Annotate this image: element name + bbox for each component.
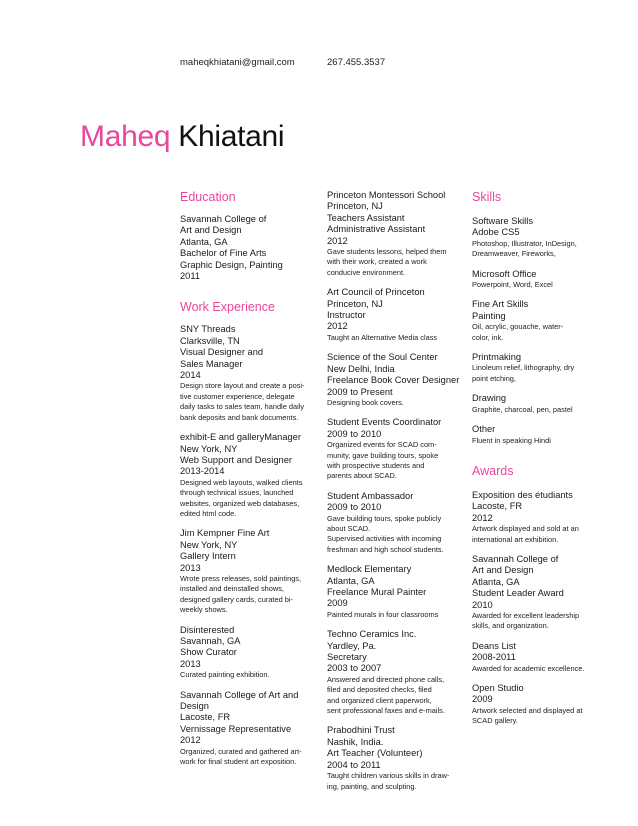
entry-line: SNY Threads — [180, 324, 236, 335]
entry-line: Adobe CS5 — [472, 227, 520, 238]
contact-phone: 267.455.3537 — [327, 57, 386, 68]
entry-description: Designing book covers. — [327, 397, 404, 407]
entry-line: Fine Art Skills — [472, 299, 529, 310]
resume-entry — [180, 432, 318, 519]
entry-line: Atlanta, GA — [180, 236, 228, 247]
entry-line: Savannah College of Art and — [180, 689, 299, 700]
entry-line: Design — [180, 701, 209, 712]
entry-line: Freelance Mural Painter — [327, 587, 427, 597]
entry-line: Atlanta, GA — [327, 575, 375, 586]
entry-description: Artwork selected and displayed at — [472, 705, 583, 715]
entry-line: Drawing — [472, 393, 507, 404]
entry-line: Student Leader Award — [472, 588, 564, 599]
entry-line: New York, NY — [180, 539, 238, 550]
entry-description: with prospective students and — [327, 460, 425, 470]
contact-email: maheqkhiatani@gmail.com — [180, 57, 295, 68]
entry-line: 2009 to Present — [327, 386, 393, 397]
entry-line: Lacoste, FR — [180, 712, 231, 723]
entry-description: Artwork displayed and sold at an — [472, 524, 579, 534]
entry-description: Fluent in speaking Hindi — [472, 435, 551, 445]
entry-line: New Delhi, India — [327, 363, 395, 374]
entry-line: Web Support and Designer — [180, 454, 292, 465]
entry-line: 2014 — [180, 370, 201, 381]
entry-line: Medlock Elementary — [327, 564, 412, 575]
entry-line: Atlanta, GA — [472, 576, 520, 587]
entry-line: Princeton, NJ — [327, 201, 383, 212]
entry-line: Show Curator — [180, 647, 237, 658]
entry-description: Painted murals in four classrooms — [327, 609, 439, 619]
entry-description: sent professional faxes and e-mails. — [327, 706, 445, 716]
entry-line: 2003 to 2007 — [327, 663, 382, 674]
first-name: Maheq — [80, 120, 171, 153]
entry-description: international art exhibition. — [472, 534, 559, 544]
entry-line: Teachers Assistant — [327, 212, 405, 223]
entry-line: Vernissage Representative — [180, 723, 292, 734]
resume-entry — [327, 287, 463, 343]
entry-description: Taught an Alternative Media class — [327, 332, 438, 342]
education-list — [180, 214, 318, 282]
entry-description: Design store layout and create a posi- — [180, 381, 305, 391]
entry-line: Techno Ceramics Inc. — [327, 629, 417, 640]
entry-line: Art Council of Princeton — [327, 287, 425, 298]
entry-description: Wrote press releases, sold paintings, — [180, 573, 302, 583]
entry-line: Sales Manager — [180, 358, 243, 369]
entry-description: Designed web layouts, walked clients — [180, 477, 303, 487]
entry-line: Student Events Coordinator — [327, 417, 442, 428]
entry-description: Powerpoint, Word, Excel — [472, 280, 553, 290]
entry-line: Princeton Montessori School — [327, 190, 446, 200]
resume-entry — [472, 490, 622, 545]
entry-line: Software Skills — [472, 216, 533, 226]
entry-line: Nashik, India. — [327, 736, 384, 747]
entry-description: Taught children various skills in draw- — [327, 771, 450, 781]
awards-list — [472, 490, 622, 727]
entry-line: Art Teacher (Volunteer) — [327, 748, 423, 759]
entry-description: ing, painting, and sculpting. — [327, 781, 417, 791]
entry-line: Savannah, GA — [180, 636, 241, 646]
resume-entry — [472, 216, 622, 260]
resume-entry — [180, 690, 318, 768]
resume-entry — [180, 324, 318, 423]
entry-description: work for final student art exposition. — [180, 757, 297, 767]
entry-description: Curated painting exhibition. — [180, 670, 270, 680]
entry-description: edited html code. — [180, 508, 237, 518]
entry-description: Graphite, charcoal, pen, pastel — [472, 404, 573, 414]
entry-description: bank deposits and bank documents. — [180, 412, 299, 422]
entry-line: Bachelor of Fine Arts — [180, 248, 267, 259]
entry-description: Photoshop, Illustrator, InDesign, — [472, 238, 577, 248]
entry-line: Clarksville, TN — [180, 335, 240, 346]
resume-entry — [472, 269, 622, 291]
entry-line: 2004 to 2011 — [327, 759, 381, 770]
resume-entry — [472, 424, 622, 446]
entry-line: Jim Kempner Fine Art — [180, 528, 270, 539]
entry-description: through technical issues, launched — [180, 488, 294, 498]
entry-description: Dreamweaver, Fireworks, — [472, 249, 556, 259]
entry-description: Awarded for excellent leadership — [472, 610, 580, 620]
education-heading: Education — [180, 190, 236, 204]
entry-line: Deans List — [472, 640, 516, 651]
resume-entry — [327, 725, 463, 791]
entry-line: 2012 — [180, 735, 201, 746]
entry-line: 2013 — [180, 562, 201, 573]
entry-line: Art and Design — [472, 565, 534, 576]
column-middle — [327, 190, 463, 801]
resume-entry — [472, 683, 622, 727]
entry-line: 2012 — [472, 512, 493, 523]
entry-line: Princeton, NJ — [327, 298, 383, 309]
entry-description: filed and deposited checks, filed — [327, 685, 432, 695]
entry-description: daily tasks to sales team, handle daily — [180, 402, 305, 412]
resume-entry — [472, 352, 622, 384]
entry-line: Savannah College of — [472, 553, 559, 564]
entry-line: 2011 — [180, 271, 200, 282]
entry-line: Art and Design — [180, 225, 242, 236]
entry-line: Administrative Assistant — [327, 224, 426, 235]
resume-entry — [327, 491, 463, 555]
entry-line: 2013 — [180, 658, 201, 669]
resume-entry — [327, 417, 463, 481]
column-left — [180, 190, 318, 776]
resume-entry — [327, 564, 463, 620]
entry-description: and organized client paperwork, — [327, 695, 432, 705]
entry-description: weekly shows. — [180, 605, 228, 615]
entry-description: conducive environment. — [327, 267, 406, 277]
entry-description: Organized events for SCAD com- — [327, 440, 437, 450]
entry-description: websites, organized web databases, — [180, 498, 300, 508]
column-right — [472, 190, 622, 736]
entry-description: Linoleum relief, lithography, dry — [472, 363, 575, 373]
entry-line: Graphic Design, Painting — [180, 259, 283, 270]
entry-description: parents about SCAD. — [327, 471, 397, 481]
entry-line: New York, NY — [180, 443, 238, 454]
entry-description: munity, gave building tours, spoke — [327, 450, 439, 460]
entry-line: 2012 — [327, 235, 348, 246]
awards-heading: Awards — [472, 463, 514, 478]
resume-entry — [327, 190, 463, 278]
entry-line: Visual Designer and — [180, 347, 264, 358]
entry-description: with their work, created a work — [327, 257, 427, 267]
entry-line: 2009 — [472, 694, 493, 705]
entry-line: Gallery Intern — [180, 551, 236, 562]
entry-description: installed and deinstalled shows, — [180, 584, 284, 594]
resume-entry — [472, 641, 622, 674]
entry-line: Painting — [472, 310, 506, 321]
entry-line: 2009 to 2010 — [327, 502, 382, 513]
entry-line: Lacoste, FR — [472, 501, 523, 512]
entry-description: about SCAD. — [327, 523, 371, 533]
entry-line: Savannah College of — [180, 214, 267, 224]
resume-entry — [472, 554, 622, 632]
entry-description: skills, and organization. — [472, 621, 549, 631]
entry-description: Supervised activities with incoming — [327, 534, 442, 544]
entry-line: Freelance Book Cover Designer — [327, 375, 460, 386]
entry-line: 2008-2011 — [472, 652, 516, 663]
entry-line: Yardley, Pa. — [327, 640, 377, 651]
entry-description: point etching, — [472, 373, 516, 383]
work-experience-heading: Work Experience — [180, 300, 275, 315]
entry-line: Printmaking — [472, 352, 522, 363]
resume-entry — [472, 299, 622, 343]
entry-line: 2010 — [472, 599, 493, 610]
entry-line: Prabodhini Trust — [327, 725, 395, 736]
work-experience-list — [180, 324, 318, 767]
entry-line: 2009 to 2010 — [327, 428, 382, 439]
entry-line: Secretary — [327, 652, 367, 663]
last-name: Khiatani — [178, 120, 285, 153]
entry-description: color, ink. — [472, 332, 504, 342]
entry-line: Open Studio — [472, 683, 524, 693]
entry-description: Answered and directed phone calls, — [327, 674, 445, 684]
resume-entry — [180, 625, 318, 681]
entry-line: exhibit-E and galleryManager — [180, 432, 301, 443]
entry-line: Disinterested — [180, 624, 235, 635]
entry-description: tive customer experience, delegate — [180, 391, 295, 401]
resume-entry — [327, 352, 463, 408]
entry-description: Gave building tours, spoke publicly — [327, 513, 442, 523]
entry-description: Gave students lessons, helped them — [327, 247, 447, 257]
page-title — [80, 120, 284, 154]
entry-description: SCAD gallery. — [472, 716, 518, 726]
skills-list — [472, 216, 622, 446]
resume-entry — [327, 629, 463, 716]
entry-line: 2013-2014 — [180, 466, 225, 477]
entry-description: Oil, acrylic, gouache, water- — [472, 322, 564, 332]
entry-description: Awarded for academic excellence. — [472, 663, 585, 673]
entry-line: Microsoft Office — [472, 268, 537, 279]
resume-entry — [472, 393, 622, 415]
entry-line: Exposition des étudiants — [472, 489, 573, 500]
entry-description: Organized, curated and gathered art- — [180, 746, 302, 756]
entry-description: designed gallery cards, curated bi- — [180, 594, 293, 604]
entry-description: freshman and high school students. — [327, 544, 444, 554]
resume-entry — [180, 214, 318, 282]
entry-line: Other — [472, 424, 496, 435]
entry-line: Student Ambassador — [327, 490, 414, 501]
work-experience-continued-list — [327, 190, 463, 792]
resume-entry — [180, 528, 318, 615]
entry-line: 2012 — [327, 321, 348, 332]
entry-line: 2009 — [327, 598, 348, 609]
entry-line: Instructor — [327, 310, 366, 321]
entry-line: Science of the Soul Center — [327, 352, 438, 363]
skills-heading: Skills — [472, 190, 502, 204]
